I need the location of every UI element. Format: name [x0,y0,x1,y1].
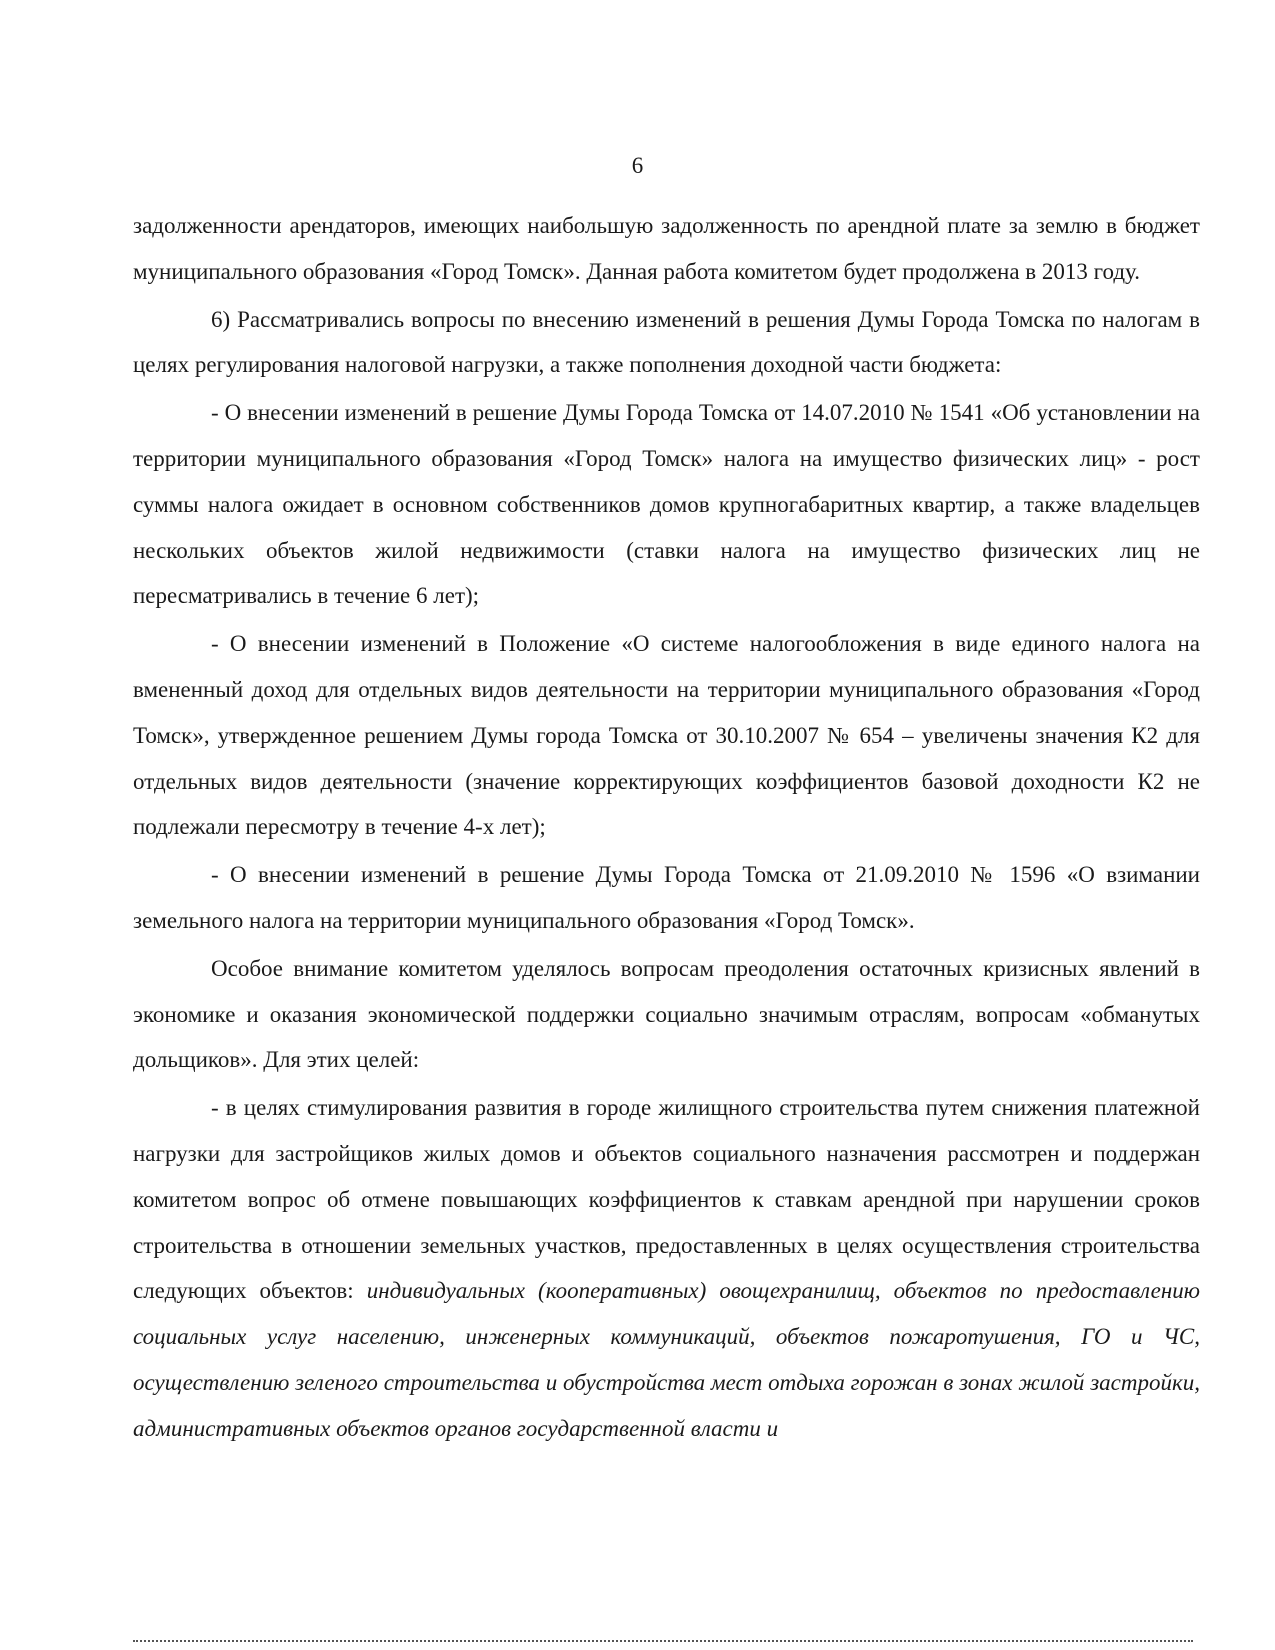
page-number: 6 [631,153,644,178]
paragraph-continuation: задолженности арендаторов, имеющих наибольшую задолженность по арендной плате за землю в бюджет муниципального образования «Город Томск». Данная работа комитетом будет продолжена в 2013 году. [133,213,1200,284]
paragraph-item-6: 6) Рассматривались вопросы по внесению изменений в решения Думы Города Томска по налогам в целях регулирования налоговой нагрузки, а также пополнения доходной части бюджета: [133,306,1200,378]
cut-off-text-fragment [133,1640,1193,1645]
cut-off-line [133,1636,1200,1650]
paragraph-imputed-income-tax: - О внесении изменений в Положение «О системе налогообложения в виде единого налога на вмененный доход для отдельных видов деятельности на территории муниципального образования «Город Томск», утвержденное решением Думы города Томска от 30.10.2007 № 654 – увеличены значения К2 для отдельных видов деятельности (значение корректирующих коэффициентов базовой доходности К2 не подлежали пересмотру в течение 4-х лет); [133,631,1200,840]
paragraph-property-tax: - О внесении изменений в решение Думы Города Томска от 14.07.2010 № 1541 «Об установлении на территории муниципального образования «Город Томск» налога на имущество физических лиц» - рост суммы налога ожидает в основном собственников домов крупногабаритных квартир, а также владельцев нескольких объектов жилой недвижимости (ставки налога на имущество физических лиц не пересматривались в течение 6 лет); [133,400,1200,609]
paragraph-land-tax: - О внесении изменений в решение Думы Города Томска от 21.09.2010 № 1596 «О взимании земельного налога на территории муниципального образования «Город Томск». [133,862,1200,933]
paragraph-housing-construction [133,1085,1200,1451]
housing-construction-text: - в целях стимулирования развития в городе жилищного строительства путем снижения платежной нагрузки для застройщиков жилых домов и объектов социального назначения рассмотрен и поддержан комитетом вопрос об отмене повышающих коэффициентов к ставкам арендной при нарушении сроков строительства в отношении земельных участков, предоставленных в целях осуществления строительства следующих объектов: [133,1095,1200,1304]
document-body [133,203,1200,1452]
paragraph-special-attention: Особое внимание комитетом уделялось вопросам преодоления остаточных кризисных явлений в экономике и оказания экономической поддержки социально значимым отраслям, вопросам «обманутых дольщиков». Для этих целей: [133,955,1200,1073]
housing-construction-objects-list: индивидуальных (кооперативных) овощехранилищ, объектов по предоставлению социальных услуг населению, инженерных коммуникаций, объектов пожаротушения, ГО и ЧС, осуществлению зеленого строительства и обустройства мест отдыха горожан в зонах жилой застройки, административных объектов органов государственной власти и [133,1278,1200,1441]
